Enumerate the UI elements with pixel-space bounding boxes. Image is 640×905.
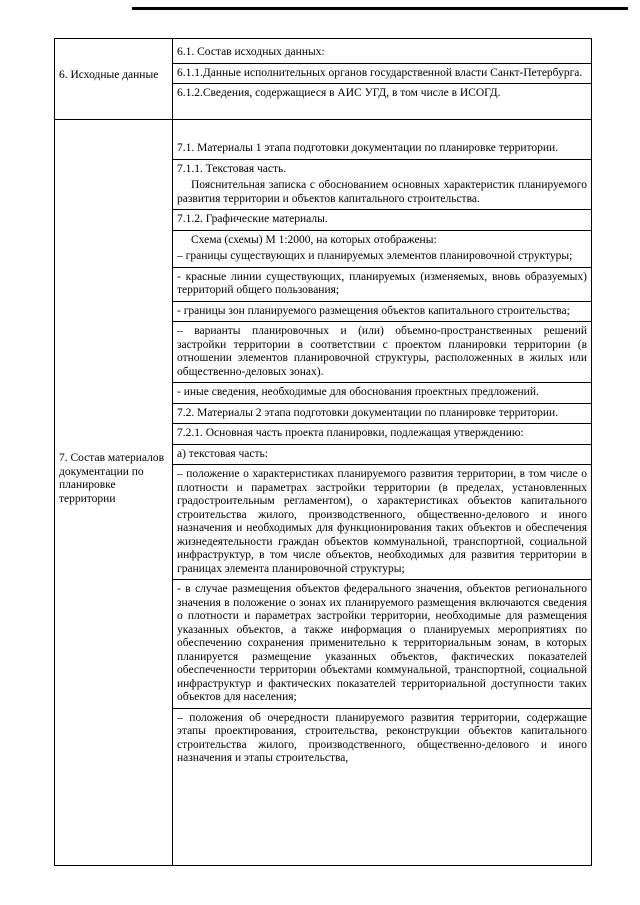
section-7-paragraph: – положения об очередности планируемого развития территории, содержащие этапы проектирования, строительства, реконструкции объектов капитального строительства жилого, производственного, общественно-делового и иного назначения и этапы строительства, [177,711,587,764]
item-6-1-2: 6.1.2.Сведения, содержащиеся в АИС УГД, в том числе в ИСОГД. [177,87,501,99]
section-7-content [173,120,592,866]
section-7-paragraph: 7.1.1. Текстовая часть. [177,162,287,175]
section-7-paragraph: – границы существующих и планируемых элементов планировочной структуры; [173,250,591,268]
section-7-paragraph: – положение о характеристиках планируемого развития территории, в том числе о плотности и параметрах застройки территории (в пределах, установленных градостроительным регламентом), о характеристиках объектов капитального строительства жилого, производственного, общественно-делового и иного назначения и необходимых для функционирования таких объектов и обеспечения жизнедеятельности граждан объектов коммунальной, транспортной, социальной инфраструктур, в том числе объектов, необходимых для развития территории в границах элемента планировочной структуры; [173,468,591,580]
section-7-blocks [173,120,591,766]
section-7-paragraph: 7.2.1. Основная часть проекта планировки, подлежащая утверждению: [173,427,591,445]
section-7-paragraph: – варианты планировочных и (или) объемно-пространственных решений застройки территории в соответствии с проектом планировки территории (в отношении элементов планировочной структуры, расположенных в жилых или общественно-деловых зонах). [173,325,591,383]
section-7-paragraph: - в случае размещения объектов федерального значения, объектов регионального значения в положение о зонах их планируемого размещения включаются сведения о плотности и параметрах застройки территории, необходимые для размещения указанных объектов, а также информация о планируемых мероприятиях по обеспечению сохранения применительно к территориальным зонам, в которых планируется размещение указанных объектов, фактических показателей обеспеченности территории объектами коммунальной, транспортной, социальной инфраструктур и фактических показателей территориальной доступности таких объектов для населения; [173,583,591,709]
section-7-paragraph: 7.1. Материалы 1 этапа подготовки документации по планировке территории. [173,142,591,160]
section-6-content [173,39,592,120]
section-7-paragraph: 7.1.2. Графические материалы. [173,213,591,231]
section-7-paragraph: а) текстовая часть: [173,448,591,466]
section-7-label: 7. Состав материалов документации по планировке территории [59,452,165,505]
section-7-paragraph: - границы зон планируемого размещения объектов капитального строительства; [173,305,591,323]
section-7-paragraph: 7.2. Материалы 2 этапа подготовки документации по планировке территории. [173,407,591,425]
section-6-label-cell [55,39,173,120]
section-7-paragraph: Схема (схемы) М 1:2000, на которых отображены: [191,233,437,246]
table-row-6 [55,39,592,120]
section-7-paragraph: - красные линии существующих, планируемых (изменяемых, вновь образуемых) территорий общего пользования; [173,271,591,302]
section-7-paragraph: - иные сведения, необходимые для обоснования проектных предложений. [173,386,591,404]
item-6-1: 6.1. Состав исходных данных: [173,46,591,64]
table-row-7 [55,120,592,866]
item-6-1-1: 6.1.1.Данные исполнительных органов государственной власти Санкт-Петербурга. [173,67,591,85]
header-rule [132,7,628,10]
requirements-table [54,38,592,866]
section-6-label: 6. Исходные данные [59,69,159,81]
section-7-paragraph: Пояснительная записка с обоснованием основных характеристик планируемого развития территории и объектов капитального строительства. [173,179,591,210]
section-7-label-cell [55,120,173,866]
